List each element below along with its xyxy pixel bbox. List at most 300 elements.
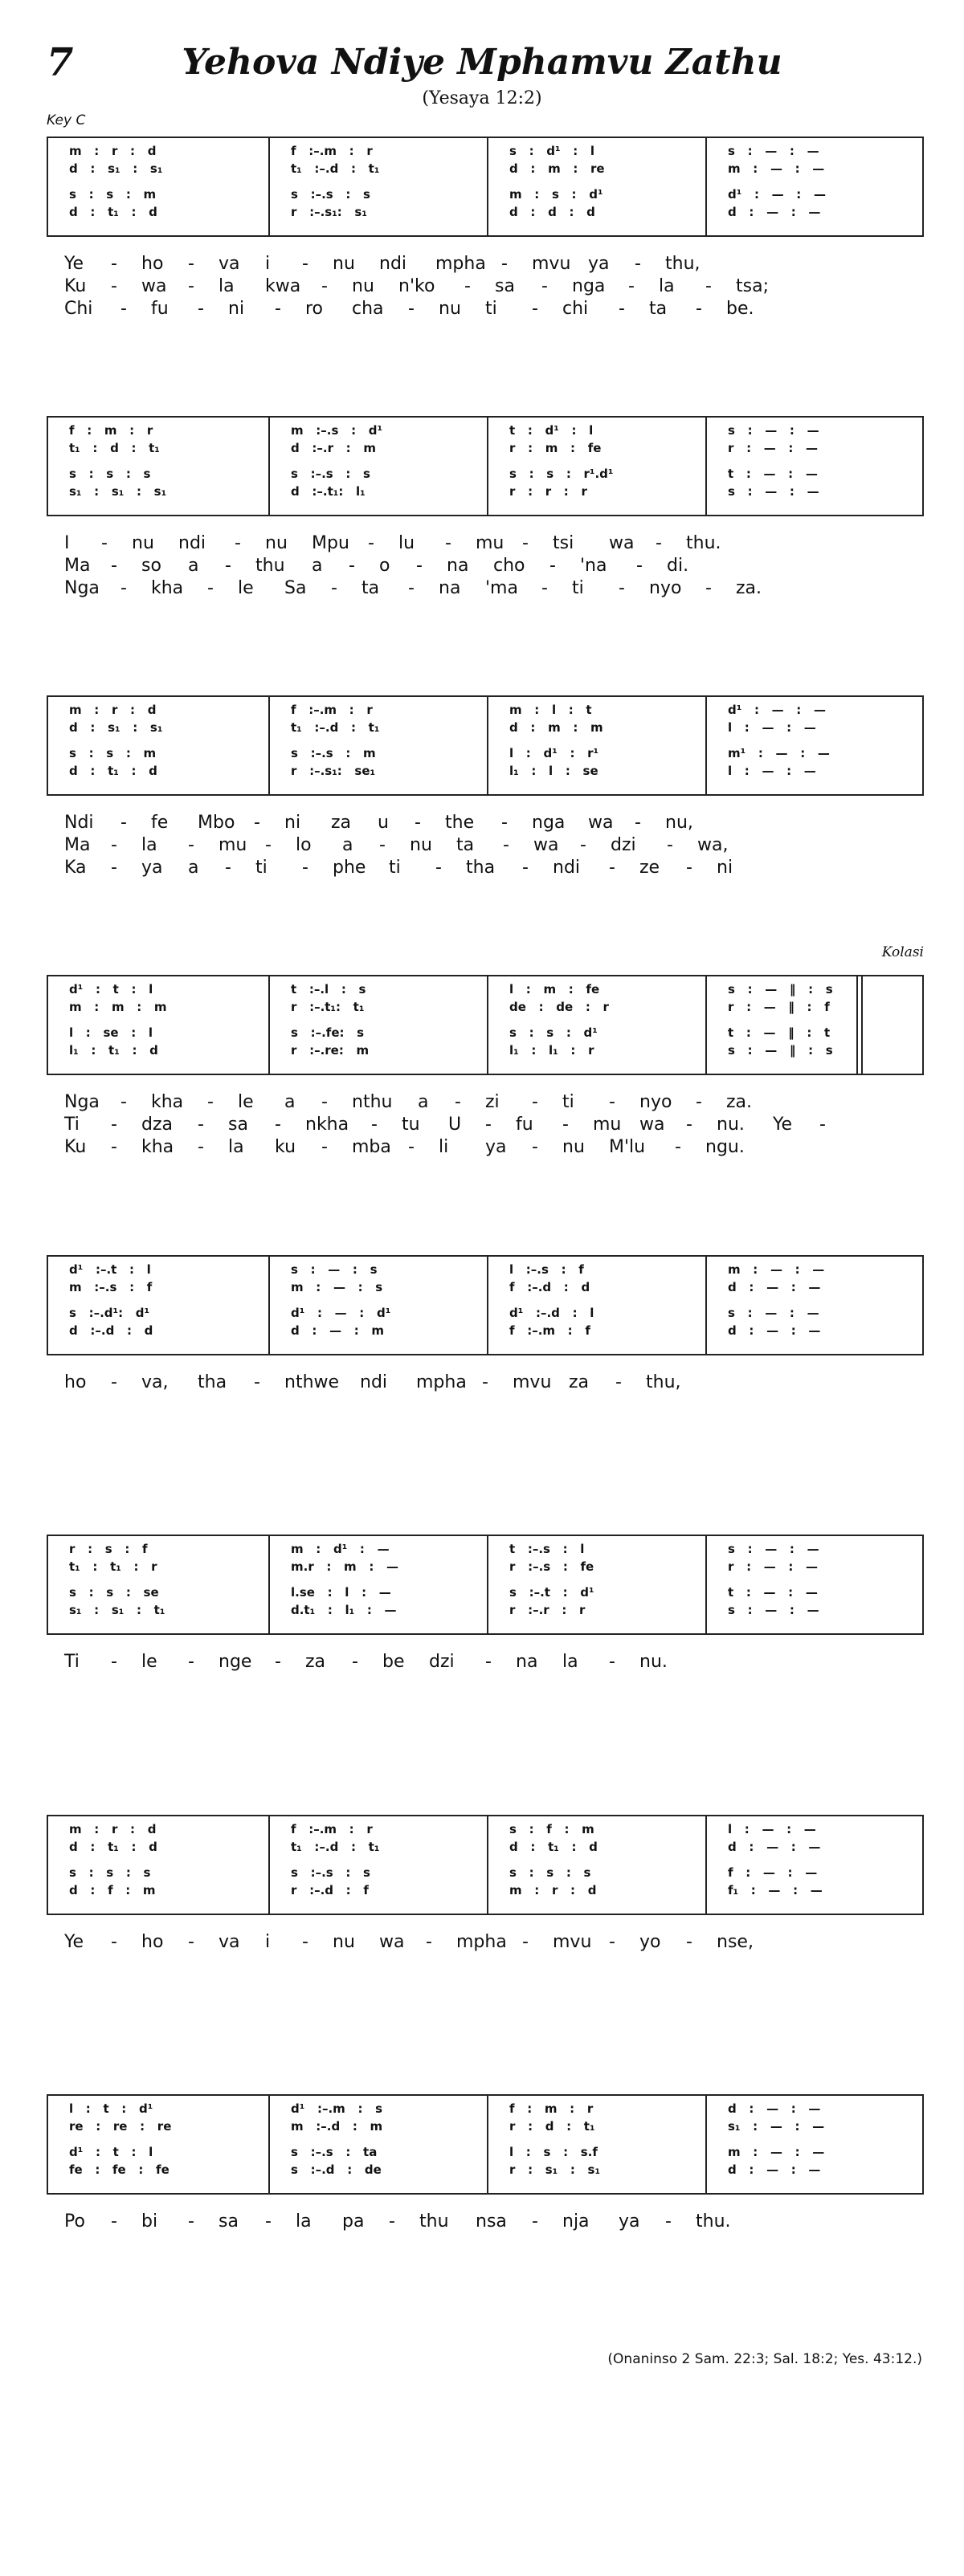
solfa-measure: m : r : d bbox=[69, 1822, 157, 1836]
hyphen: - bbox=[120, 578, 127, 598]
solfa-measure: r : s : f bbox=[69, 1542, 148, 1556]
staff-box bbox=[47, 1535, 924, 1635]
hyphen: - bbox=[455, 1092, 461, 1112]
lyric-syllable: u bbox=[378, 813, 389, 833]
solfa-measure: r : m : fe bbox=[509, 441, 602, 455]
solfa-measure: d : t₁ : d bbox=[69, 205, 157, 219]
lyric-syllable: Sa bbox=[284, 578, 307, 598]
lyric-syllable: mu bbox=[593, 1115, 622, 1135]
solfa-measure: r : r : r bbox=[509, 484, 587, 499]
hyphen: - bbox=[111, 276, 117, 296]
hyphen: - bbox=[686, 1115, 692, 1135]
lyric-syllable: cha bbox=[352, 299, 384, 319]
solfa-measure: t : — ‖ : t bbox=[728, 1025, 831, 1040]
hyphen: - bbox=[111, 858, 117, 878]
solfa-measure: s : s : m bbox=[69, 187, 157, 202]
lyric-syllable: ya bbox=[485, 1137, 507, 1157]
hyphen: - bbox=[111, 1115, 117, 1135]
hyphen: - bbox=[549, 556, 556, 576]
bar-line bbox=[268, 418, 270, 515]
solfa-measure: r : — ‖ : f bbox=[728, 1000, 830, 1014]
hyphen: - bbox=[120, 299, 127, 319]
lyric-syllable: mvu bbox=[532, 254, 571, 274]
bar-line bbox=[705, 2096, 707, 2193]
solfa-measure: s :–.s : s bbox=[291, 1865, 370, 1880]
lyric-syllable: nu bbox=[410, 835, 432, 855]
lyric-syllable: mpha bbox=[435, 254, 486, 274]
lyric-syllable: a bbox=[342, 835, 353, 855]
hyphen: - bbox=[464, 276, 471, 296]
lyric-syllable: sa bbox=[495, 276, 515, 296]
hyphen: - bbox=[225, 556, 231, 576]
solfa-measure: m : — : — bbox=[728, 161, 825, 176]
hyphen: - bbox=[331, 578, 337, 598]
lyric-syllable: mvu bbox=[513, 1372, 552, 1392]
lyric-syllable: sa bbox=[219, 2211, 239, 2232]
hyphen: - bbox=[532, 1137, 538, 1157]
lyric-syllable: nja bbox=[562, 2211, 590, 2232]
hyphen: - bbox=[188, 2211, 194, 2232]
staff-box bbox=[47, 1255, 924, 1355]
hyphen: - bbox=[275, 1115, 281, 1135]
solfa-measure: s : — : — bbox=[728, 484, 819, 499]
bar-line bbox=[705, 1536, 707, 1633]
solfa-measure: s : — ‖ : s bbox=[728, 982, 833, 997]
lyric-syllable: ndi bbox=[553, 858, 581, 878]
lyric-syllable: za. bbox=[726, 1092, 753, 1112]
solfa-measure: r :–.s₁: s₁ bbox=[291, 205, 367, 219]
solfa-measure: s : — : — bbox=[728, 144, 819, 158]
bar-line bbox=[705, 138, 707, 235]
lyric-line bbox=[47, 1372, 930, 1394]
lyric-line bbox=[47, 1114, 930, 1136]
lyric-syllable: fu bbox=[516, 1115, 533, 1135]
lyric-syllable: nsa bbox=[476, 2211, 507, 2232]
lyric-syllable: n'ko bbox=[398, 276, 435, 296]
hyphen: - bbox=[120, 813, 127, 833]
solfa-measure: d : s₁ : s₁ bbox=[69, 161, 163, 176]
lyric-line bbox=[47, 1091, 930, 1114]
lyric-syllable: 'na bbox=[580, 556, 607, 576]
lyric-syllable: na bbox=[447, 556, 469, 576]
lyric-syllable: kha bbox=[141, 1137, 174, 1157]
hyphen: - bbox=[522, 1932, 529, 1952]
bar-line bbox=[487, 138, 488, 235]
lyric-syllable: ze bbox=[639, 858, 660, 878]
solfa-measure: f :–.m : r bbox=[291, 703, 373, 717]
solfa-measure: s : s : r¹.d¹ bbox=[509, 467, 614, 481]
lyric-syllable: kha bbox=[151, 578, 184, 598]
hyphen: - bbox=[482, 1372, 488, 1392]
hyphen: - bbox=[275, 1652, 281, 1672]
hyphen: - bbox=[111, 2211, 117, 2232]
solfa-measure: d :–.t₁: l₁ bbox=[291, 484, 366, 499]
solfa-measure: r : — : — bbox=[728, 1559, 819, 1574]
solfa-measure: l :–.s : f bbox=[509, 1262, 584, 1277]
key-signature: Key C bbox=[47, 112, 86, 128]
bar-line bbox=[268, 976, 270, 1074]
lyric-syllable: la bbox=[562, 1652, 578, 1672]
hyphen: - bbox=[352, 1652, 358, 1672]
hyphen: - bbox=[379, 835, 386, 855]
staff-box bbox=[47, 416, 924, 516]
solfa-measure: d : m : re bbox=[509, 161, 605, 176]
bar-line bbox=[487, 1536, 488, 1633]
hyphen: - bbox=[207, 578, 214, 598]
hyphen: - bbox=[349, 556, 355, 576]
lyric-syllable: ni bbox=[284, 813, 301, 833]
lyric-line bbox=[47, 1136, 930, 1159]
solfa-measure: f :–.m : r bbox=[291, 144, 373, 158]
lyric-syllable: nse, bbox=[717, 1932, 754, 1952]
solfa-measure: d : d : d bbox=[509, 205, 595, 219]
hyphen: - bbox=[619, 299, 625, 319]
hyphen: - bbox=[321, 1137, 328, 1157]
lyric-syllable: nthu bbox=[352, 1092, 393, 1112]
chorus-label: Kolasi bbox=[881, 944, 924, 960]
lyric-syllable: za bbox=[305, 1652, 326, 1672]
solfa-measure: l : — : — bbox=[728, 1822, 816, 1836]
lyric-syllable: i bbox=[265, 1932, 271, 1952]
solfa-measure: d¹ : t : l bbox=[69, 982, 153, 997]
hyphen: - bbox=[667, 835, 673, 855]
solfa-measure: d : — : — bbox=[728, 2162, 821, 2177]
solfa-measure: f : m : r bbox=[69, 423, 153, 438]
lyric-syllable: za bbox=[569, 1372, 590, 1392]
solfa-measure: s₁ : s₁ : s₁ bbox=[69, 484, 167, 499]
lyric-syllable: li bbox=[439, 1137, 449, 1157]
hyphen: - bbox=[609, 1932, 615, 1952]
hyphen: - bbox=[207, 1092, 214, 1112]
solfa-measure: s : s : d¹ bbox=[509, 1025, 598, 1040]
solfa-measure: r :–.d : f bbox=[291, 1883, 369, 1897]
lyric-syllable: dzi bbox=[429, 1652, 455, 1672]
hyphen: - bbox=[522, 533, 529, 553]
lyric-syllable: ndi bbox=[360, 1372, 388, 1392]
hyphen: - bbox=[619, 578, 625, 598]
lyric-syllable: nu bbox=[333, 1932, 355, 1952]
lyric-syllable: nu bbox=[333, 254, 355, 274]
bar-line bbox=[268, 1816, 270, 1914]
hyphen: - bbox=[198, 1137, 204, 1157]
solfa-measure: m : — : s bbox=[291, 1280, 383, 1294]
solfa-measure: t :–.s : l bbox=[509, 1542, 585, 1556]
lyric-syllable: wa bbox=[533, 835, 559, 855]
hyphen: - bbox=[705, 578, 712, 598]
lyric-syllable: ngu. bbox=[705, 1137, 745, 1157]
hyphen: - bbox=[675, 1137, 681, 1157]
lyric-syllable: thu bbox=[419, 2211, 449, 2232]
solfa-measure: r : d : t₁ bbox=[509, 2119, 595, 2134]
hyphen: - bbox=[408, 299, 415, 319]
bar-line bbox=[705, 418, 707, 515]
solfa-measure: s : s : s bbox=[69, 1865, 151, 1880]
solfa-measure: s :–.d : de bbox=[291, 2162, 382, 2177]
solfa-measure: t : d¹ : l bbox=[509, 423, 594, 438]
solfa-measure: f :–.m : r bbox=[291, 1822, 373, 1836]
hyphen: - bbox=[580, 835, 586, 855]
lyric-syllable: ta bbox=[362, 578, 380, 598]
hyphen: - bbox=[609, 858, 615, 878]
hyphen: - bbox=[532, 2211, 538, 2232]
lyric-syllable: Ku bbox=[64, 1137, 87, 1157]
lyric-syllable: nkha bbox=[305, 1115, 349, 1135]
solfa-measure: l : — : — bbox=[728, 720, 816, 735]
lyric-line bbox=[47, 812, 930, 834]
lyric-syllable: ti bbox=[485, 299, 497, 319]
lyric-line bbox=[47, 275, 930, 298]
hyphen: - bbox=[819, 1115, 826, 1135]
lyric-syllable: tha bbox=[198, 1372, 227, 1392]
solfa-measure: d :–.d : d bbox=[69, 1323, 153, 1338]
hyphen: - bbox=[485, 1652, 492, 1672]
hyphen: - bbox=[198, 1115, 204, 1135]
hyphen: - bbox=[321, 1092, 328, 1112]
hyphen: - bbox=[501, 813, 508, 833]
solfa-measure: m : — : — bbox=[728, 2145, 825, 2159]
solfa-measure: m : r : d bbox=[69, 703, 157, 717]
hyphen: - bbox=[705, 276, 712, 296]
solfa-measure: fe : fe : fe bbox=[69, 2162, 170, 2177]
lyric-syllable: the bbox=[445, 813, 475, 833]
lyric-syllable: be. bbox=[726, 299, 754, 319]
lyric-syllable: dza bbox=[141, 1115, 173, 1135]
lyric-syllable: za bbox=[331, 813, 352, 833]
hyphen: - bbox=[111, 835, 117, 855]
solfa-measure: m¹ : — : — bbox=[728, 746, 830, 760]
lyric-syllable: Ma bbox=[64, 556, 91, 576]
lyric-line bbox=[47, 1931, 930, 1954]
hyphen: - bbox=[389, 2211, 395, 2232]
double-bar-line bbox=[861, 976, 863, 1074]
hyphen: - bbox=[101, 533, 108, 553]
solfa-measure: s :–.s : ta bbox=[291, 2145, 378, 2159]
hyphen: - bbox=[198, 299, 204, 319]
lyric-syllable: ti bbox=[572, 578, 584, 598]
solfa-measure: s₁ : s₁ : t₁ bbox=[69, 1603, 165, 1617]
hyphen: - bbox=[636, 556, 643, 576]
solfa-measure: re : re : re bbox=[69, 2119, 172, 2134]
music-system bbox=[47, 2094, 924, 2576]
lyric-syllable: bi bbox=[141, 2211, 158, 2232]
hyphen: - bbox=[696, 1092, 702, 1112]
lyric-syllable: mvu bbox=[553, 1932, 592, 1952]
bar-line bbox=[487, 1816, 488, 1914]
staff-box bbox=[47, 137, 924, 237]
solfa-measure: t : — : — bbox=[728, 467, 818, 481]
lyric-syllable: Ku bbox=[64, 276, 87, 296]
lyric-syllable: nga bbox=[532, 813, 566, 833]
lyric-syllable: nu bbox=[439, 299, 461, 319]
hyphen: - bbox=[302, 254, 308, 274]
solfa-measure: s :–.s : s bbox=[291, 467, 370, 481]
solfa-measure: s :–.s : s bbox=[291, 187, 370, 202]
solfa-measure: l : se : l bbox=[69, 1025, 153, 1040]
hyphen: - bbox=[696, 299, 702, 319]
lyric-syllable: ya bbox=[588, 254, 610, 274]
lyric-syllable: I bbox=[64, 533, 70, 553]
lyric-syllable: mpha bbox=[456, 1932, 507, 1952]
lyric-syllable: Ka bbox=[64, 858, 87, 878]
lyric-syllable: la bbox=[219, 276, 235, 296]
lyric-syllable: la bbox=[228, 1137, 244, 1157]
hyphen: - bbox=[111, 1137, 117, 1157]
solfa-measure: l : — : — bbox=[728, 764, 816, 778]
solfa-measure: r : s₁ : s₁ bbox=[509, 2162, 601, 2177]
lyric-syllable: Ye bbox=[64, 254, 84, 274]
hyphen: - bbox=[111, 1372, 117, 1392]
solfa-measure: d : t₁ : d bbox=[509, 1840, 598, 1854]
bar-line bbox=[268, 1257, 270, 1354]
lyric-syllable: la bbox=[659, 276, 675, 296]
solfa-measure: d¹ : t : l bbox=[69, 2145, 153, 2159]
lyric-syllable: nyo bbox=[649, 578, 682, 598]
solfa-measure: d : — : m bbox=[291, 1323, 385, 1338]
lyric-syllable: chi bbox=[562, 299, 589, 319]
lyric-syllable: kwa bbox=[265, 276, 301, 296]
solfa-measure: s : — ‖ : s bbox=[728, 1043, 833, 1058]
solfa-measure: t₁ : d : t₁ bbox=[69, 441, 160, 455]
hyphen: - bbox=[225, 858, 231, 878]
bar-line bbox=[487, 2096, 488, 2193]
solfa-measure: de : de : r bbox=[509, 1000, 609, 1014]
solfa-measure: t₁ :–.d : t₁ bbox=[291, 720, 380, 735]
solfa-measure: f :–.d : d bbox=[509, 1280, 590, 1294]
bar-line bbox=[705, 697, 707, 794]
lyric-syllable: va bbox=[219, 254, 240, 274]
lyric-syllable: za. bbox=[736, 578, 762, 598]
lyric-syllable: thu. bbox=[696, 2211, 731, 2232]
lyric-syllable: ya bbox=[141, 858, 163, 878]
hyphen: - bbox=[686, 858, 692, 878]
hyphen: - bbox=[188, 835, 194, 855]
solfa-measure: m : r : d bbox=[509, 1883, 597, 1897]
hyphen: - bbox=[111, 1652, 117, 1672]
solfa-measure: s : — : — bbox=[728, 1306, 819, 1320]
solfa-measure: d.t₁ : l₁ : — bbox=[291, 1603, 397, 1617]
hyphen: - bbox=[188, 276, 194, 296]
bar-line bbox=[487, 697, 488, 794]
bar-line bbox=[487, 1257, 488, 1354]
lyric-syllable: ni bbox=[717, 858, 733, 878]
solfa-measure: r :–.r : r bbox=[509, 1603, 586, 1617]
hyphen: - bbox=[686, 1932, 692, 1952]
lyric-syllable: Ti bbox=[64, 1115, 80, 1135]
hyphen: - bbox=[111, 1932, 117, 1952]
bar-line bbox=[705, 1257, 707, 1354]
lyric-syllable: phe bbox=[333, 858, 366, 878]
hyphen: - bbox=[275, 299, 281, 319]
lyric-syllable: mpha bbox=[416, 1372, 467, 1392]
lyric-syllable: le bbox=[238, 1092, 254, 1112]
solfa-measure: s : f : m bbox=[509, 1822, 594, 1836]
solfa-measure: r :–.s : fe bbox=[509, 1559, 594, 1574]
lyric-syllable: nu, bbox=[665, 813, 693, 833]
lyric-syllable: ta bbox=[456, 835, 475, 855]
hyphen: - bbox=[235, 533, 241, 553]
hyphen: - bbox=[628, 276, 635, 296]
double-bar-line bbox=[856, 976, 858, 1074]
hyphen: - bbox=[188, 1932, 194, 1952]
hyphen: - bbox=[615, 1372, 622, 1392]
solfa-measure: m : l : t bbox=[509, 703, 592, 717]
solfa-measure: m :–.s : d¹ bbox=[291, 423, 383, 438]
lyric-syllable: tha bbox=[466, 858, 496, 878]
lyric-syllable: nthwe bbox=[284, 1372, 340, 1392]
hyphen: - bbox=[562, 1115, 569, 1135]
lyric-syllable: nyo bbox=[639, 1092, 672, 1112]
solfa-measure: d¹ : — : — bbox=[728, 187, 826, 202]
hyphen: - bbox=[254, 1372, 260, 1392]
lyric-syllable: nu bbox=[562, 1137, 585, 1157]
lyric-syllable: U bbox=[448, 1115, 462, 1135]
solfa-measure: d : — : — bbox=[728, 1280, 821, 1294]
lyric-syllable: lu bbox=[398, 533, 415, 553]
hyphen: - bbox=[302, 1932, 308, 1952]
lyric-syllable: nu bbox=[132, 533, 154, 553]
hyphen: - bbox=[541, 276, 548, 296]
lyric-syllable: sa bbox=[228, 1115, 248, 1135]
lyric-syllable: Ti bbox=[64, 1652, 80, 1672]
lyric-syllable: Nga bbox=[64, 1092, 100, 1112]
hyphen: - bbox=[609, 1652, 615, 1672]
lyric-syllable: wa bbox=[609, 533, 635, 553]
lyric-syllable: ta bbox=[649, 299, 668, 319]
solfa-measure: s : — : — bbox=[728, 1542, 819, 1556]
lyric-syllable: va, bbox=[141, 1372, 169, 1392]
lyric-syllable: thu bbox=[255, 556, 285, 576]
hyphen: - bbox=[408, 1137, 415, 1157]
lyric-syllable: ndi bbox=[379, 254, 407, 274]
solfa-measure: t₁ :–.d : t₁ bbox=[291, 161, 380, 176]
lyric-syllable: nu. bbox=[639, 1652, 668, 1672]
solfa-measure: s :–.t : d¹ bbox=[509, 1585, 594, 1600]
solfa-measure: f₁ : — : — bbox=[728, 1883, 823, 1897]
lyric-line bbox=[47, 2211, 930, 2233]
hyphen: - bbox=[609, 1092, 615, 1112]
lyric-syllable: ti bbox=[562, 1092, 574, 1112]
solfa-measure: f : — : — bbox=[728, 1865, 818, 1880]
lyric-line bbox=[47, 555, 930, 577]
lyric-syllable: 'ma bbox=[485, 578, 518, 598]
hyphen: - bbox=[501, 254, 508, 274]
lyric-syllable: o bbox=[379, 556, 390, 576]
hyphen: - bbox=[635, 813, 641, 833]
lyric-syllable: tsa; bbox=[736, 276, 769, 296]
lyric-syllable: i bbox=[265, 254, 271, 274]
solfa-measure: l : m : fe bbox=[509, 982, 600, 997]
hyphen: - bbox=[368, 533, 374, 553]
lyric-line bbox=[47, 532, 930, 555]
solfa-measure: m :–.s : f bbox=[69, 1280, 153, 1294]
bar-line bbox=[268, 697, 270, 794]
bar-line bbox=[487, 418, 488, 515]
lyric-syllable: pa bbox=[342, 2211, 365, 2232]
solfa-measure: s :–.s : m bbox=[291, 746, 376, 760]
lyric-syllable: nu bbox=[352, 276, 374, 296]
lyric-syllable: thu. bbox=[686, 533, 721, 553]
staff-box bbox=[47, 975, 924, 1075]
solfa-measure: d : s₁ : s₁ bbox=[69, 720, 163, 735]
solfa-measure: f : m : r bbox=[509, 2101, 594, 2116]
lyric-line bbox=[47, 253, 930, 275]
hymn-title: Yehova Ndiye Mphamvu Zathu bbox=[182, 42, 782, 83]
bar-line bbox=[268, 2096, 270, 2193]
lyric-syllable: wa, bbox=[697, 835, 729, 855]
solfa-measure: s : s : se bbox=[69, 1585, 159, 1600]
hyphen: - bbox=[265, 835, 272, 855]
solfa-measure: s : — : — bbox=[728, 423, 819, 438]
